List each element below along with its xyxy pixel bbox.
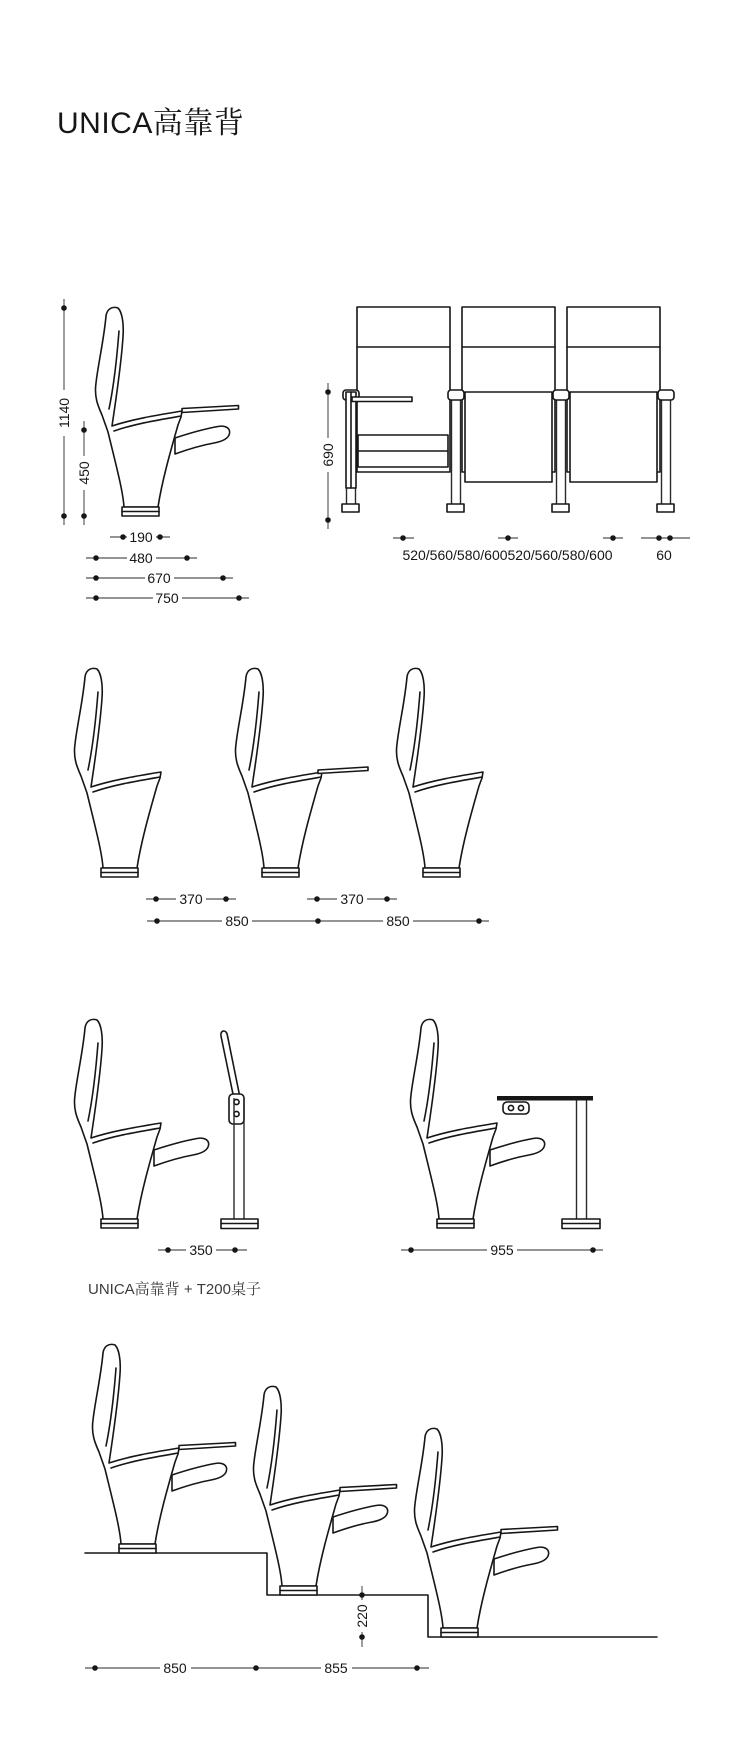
front-view-diagram: [319, 307, 690, 563]
stepped-view-diagram: [85, 1344, 657, 1676]
dim-depth-670: [86, 570, 233, 586]
dim-table-span: [401, 1242, 603, 1258]
dim-lectern-clearance: [158, 1242, 247, 1258]
dim-label-seat-width-1: 520/560/580/600: [402, 547, 508, 563]
chair-side-view: [95, 307, 238, 516]
lectern-stand: [221, 1031, 258, 1229]
dim-table-height: [319, 383, 337, 529]
step-chair-3: [414, 1428, 557, 1637]
row-view-diagram: [74, 668, 489, 929]
dim-label-step-855: 855: [324, 1660, 348, 1676]
dim-label-850-1: 850: [225, 913, 249, 929]
dim-seat-height: [75, 421, 93, 525]
row-chair-2: [235, 668, 368, 877]
front-folded-seats: [465, 392, 657, 482]
dim-label-690: 690: [320, 443, 336, 467]
dim-label-670: 670: [147, 570, 171, 586]
dim-label-370-1: 370: [179, 891, 203, 907]
dim-label-1140: 1140: [56, 397, 72, 429]
t200-table: [497, 1096, 600, 1229]
dim-label-end-offset: 60: [656, 547, 672, 563]
dim-label-450: 450: [76, 461, 92, 485]
step-chair-2: [253, 1386, 396, 1595]
t200-caption: UNICA高靠背 + T200桌子: [88, 1281, 261, 1298]
dim-label-220: 220: [354, 1604, 370, 1628]
t200-view-diagram: [74, 1019, 603, 1258]
dim-depth-480: [86, 550, 197, 566]
dim-label-step-850: 850: [163, 1660, 187, 1676]
dim-row-gap-2: [307, 891, 397, 907]
dim-label-480: 480: [129, 550, 153, 566]
side-view-diagram: [55, 299, 249, 606]
dim-label-seat-width-2: 520/560/580/600: [507, 547, 613, 563]
dim-label-955: 955: [490, 1242, 514, 1258]
dim-total-height: [55, 299, 73, 525]
t200-chair-2: [410, 1019, 544, 1228]
dim-row-gap-1: [146, 891, 236, 907]
dim-front-widths: [393, 535, 690, 563]
t200-chair-1: [74, 1019, 208, 1228]
dim-label-350: 350: [189, 1242, 213, 1258]
page-title: UNICA高靠背: [57, 107, 245, 140]
dim-label-370-2: 370: [340, 891, 364, 907]
step-chair-1: [92, 1344, 235, 1553]
dim-row-pitch: [147, 913, 489, 929]
dim-step-pitches: [85, 1660, 429, 1676]
row-chair-1: [74, 668, 161, 877]
dim-label-190: 190: [129, 529, 153, 545]
dim-label-850-2: 850: [386, 913, 410, 929]
dim-depth-750: [86, 590, 249, 606]
row-chair-3: [396, 668, 483, 877]
dim-foot-width: [110, 529, 170, 545]
dim-label-750: 750: [155, 590, 179, 606]
